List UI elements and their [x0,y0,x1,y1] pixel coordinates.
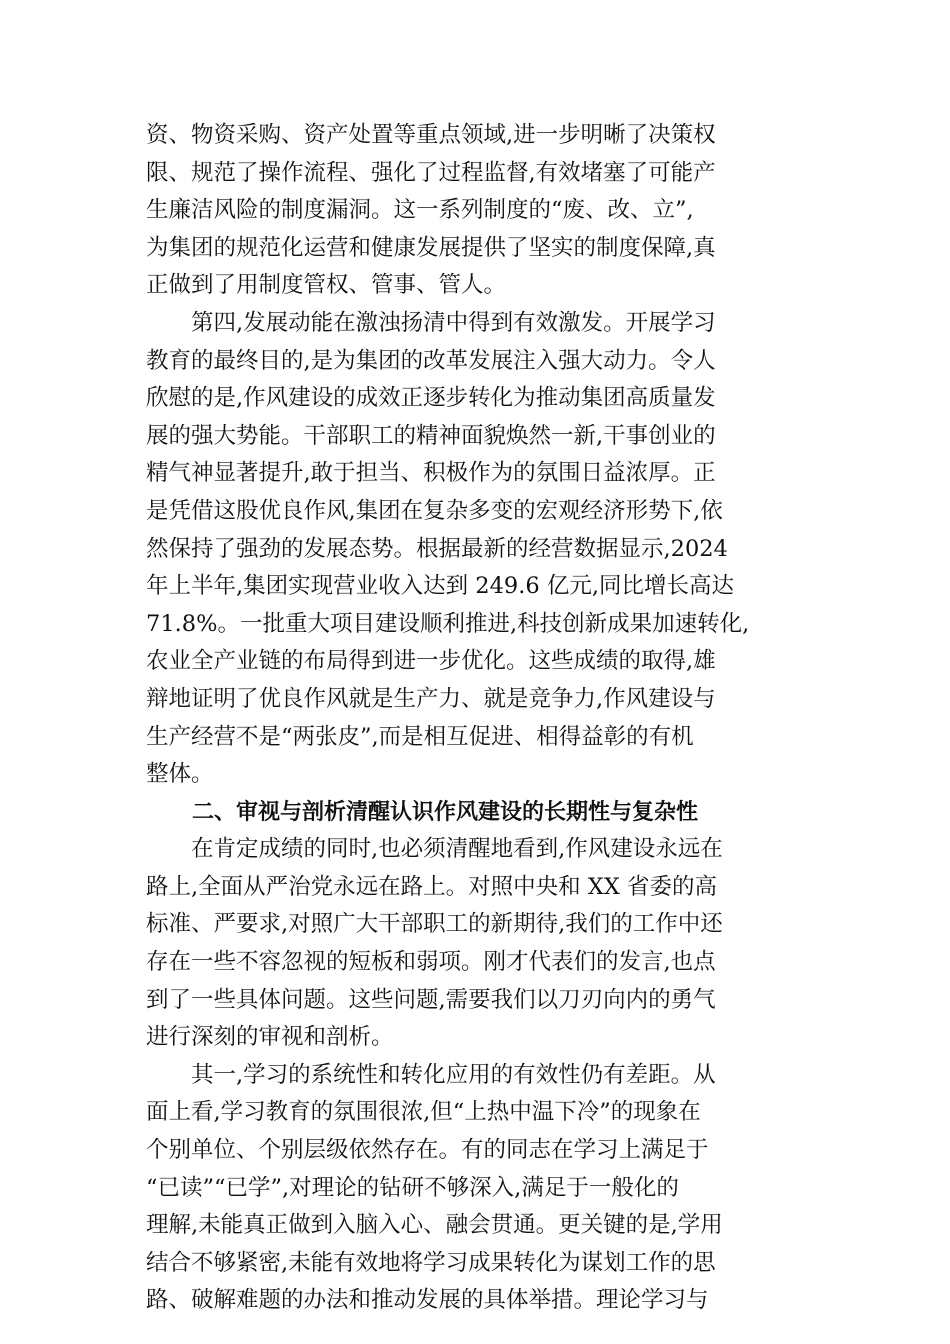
text-line: 个别单位、个别层级依然存在。有的同志在学习上满足于 [146,1137,709,1164]
text-line: 结合不够紧密,未能有效地将学习成果转化为谋划工作的思 [146,1249,716,1276]
paragraph-development-momentum [146,305,808,794]
text-line: 整体。 [146,761,214,788]
text-line: 是凭借这股优良作风,集团在复杂多变的宏观经济形势下,依 [146,497,723,524]
text-line: 正做到了用制度管权、管事、管人。 [146,272,507,299]
text-line: 标准、严要求,对照广大干部职工的新期待,我们的工作中还 [146,911,723,938]
text-line: 辩地证明了优良作风就是生产力、就是竞争力,作风建设与 [146,685,716,712]
text-line: 理解,未能真正做到入脑入心、融会贯通。更关键的是,学用 [146,1212,723,1239]
text-line: 资、物资采购、资产处置等重点领域,进一步明晰了决策权 [146,122,716,148]
text-line: 第四,发展动能在激浊扬清中得到有效激发。开展学习 [146,309,716,336]
text-line: 教育的最终目的,是为集团的改革发展注入强大动力。令人 [146,347,716,374]
paragraph-learning-gap [146,1057,808,1320]
text-line: 路上,全面从严治党永远在路上。对照中央和 XX 省委的高 [146,873,717,900]
text-line: 在肯定成绩的同时,也必须清醒地看到,作风建设永远在 [146,836,723,863]
text-line: “已读”“已学”,对理论的钻研不够深入,满足于一般化的 [146,1174,679,1201]
text-line: 年上半年,集团实现营业收入达到 249.6 亿元,同比增长高达 [146,573,735,600]
text-line: 生廉洁风险的制度漏洞。这一系列制度的“废、改、立”, [146,197,694,224]
text-line: 到了一些具体问题。这些问题,需要我们以刀刃向内的勇气 [146,986,716,1013]
text-line: 为集团的规范化运营和健康发展提供了坚实的制度保障,真 [146,234,716,261]
text-line: 71.8%。一批重大项目建设顺利推进,科技创新成果加速转化, [146,610,750,637]
text-line: 存在一些不容忽视的短板和弱项。刚才代表们的发言,也点 [146,949,716,976]
paragraph-soberly-recognize [146,831,808,1057]
text-line: 展的强大势能。干部职工的精神面貌焕然一新,干事创业的 [146,422,716,449]
document-body [146,117,808,1320]
text-line: 精气神显著提升,敢于担当、积极作为的氛围日益浓厚。正 [146,460,716,487]
section-heading-text: 二、审视与剖析清醒认识作风建设的长期性与复杂性 [192,799,699,825]
text-line: 面上看,学习教育的氛围很浓,但“上热中温下冷”的现象在 [146,1099,701,1126]
text-line: 路、破解难题的办法和推动发展的具体举措。理论学习与 [146,1287,709,1314]
text-line: 其一,学习的系统性和转化应用的有效性仍有差距。从 [146,1061,716,1088]
text-line: 限、规范了操作流程、强化了过程监督,有效堵塞了可能产 [146,159,716,186]
text-line: 生产经营不是“两张皮”,而是相互促进、相得益彰的有机 [146,723,694,750]
text-line: 农业全产业链的布局得到进一步优化。这些成绩的取得,雄 [146,648,716,675]
text-line: 欣慰的是,作风建设的成效正逐步转化为推动集团高质量发 [146,385,716,412]
text-line: 进行深刻的审视和剖析。 [146,1024,394,1051]
section-heading [146,794,808,832]
text-line: 然保持了强劲的发展态势。根据最新的经营数据显示,2024 [146,535,728,562]
paragraph-policy-system [146,117,808,305]
